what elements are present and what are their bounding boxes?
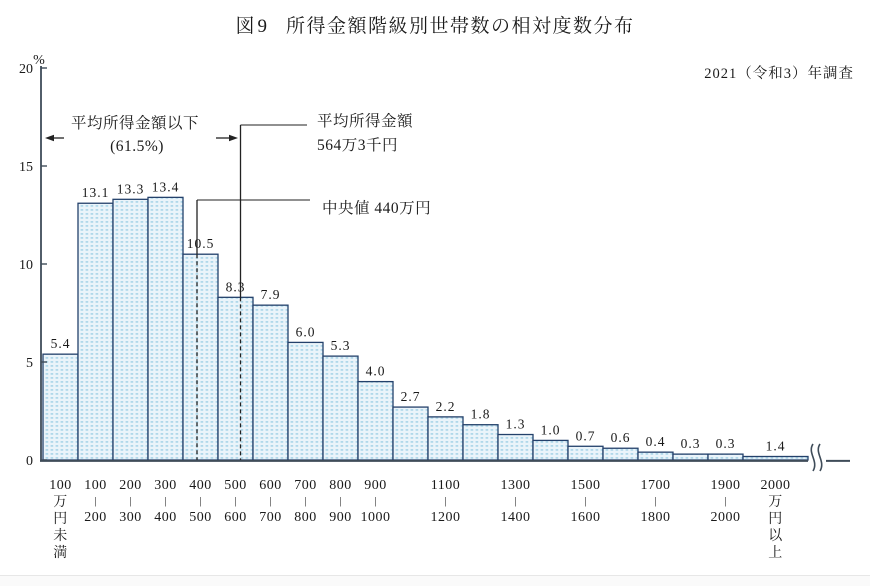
bar-value-label: 5.3	[330, 338, 351, 354]
x-axis-label: 未	[53, 529, 68, 544]
bar-value-label: 1.4	[765, 438, 786, 454]
x-axis-label: 400	[189, 478, 212, 493]
bar-value-label: 0.3	[680, 436, 701, 452]
bar-value-label: 7.9	[260, 287, 281, 303]
x-axis-label: 1100	[430, 478, 461, 493]
x-axis-label: 100	[49, 478, 72, 493]
bar	[253, 305, 288, 460]
bar	[78, 203, 113, 460]
x-axis-label: 1400	[500, 510, 531, 525]
bar-value-label: 0.7	[575, 428, 596, 444]
x-axis-label-separator: |	[374, 495, 377, 507]
axis-break-icon	[811, 444, 821, 471]
x-axis-label: 1900	[710, 478, 741, 493]
bar	[323, 356, 358, 460]
bar-value-label: 5.4	[50, 336, 71, 352]
x-axis-label-separator: |	[94, 495, 97, 507]
mean-label-line1: 平均所得金額	[317, 113, 414, 130]
x-axis-label: 2000	[710, 510, 741, 525]
x-axis-label-separator: |	[164, 495, 167, 507]
x-axis-label: 円	[53, 512, 68, 527]
x-axis-label-separator: |	[269, 495, 272, 507]
mean-label-line2: 564万3千円	[317, 137, 399, 154]
x-axis-label: 500	[189, 510, 212, 525]
bar	[43, 354, 78, 460]
x-axis-label: 600	[259, 478, 282, 493]
below-mean-percent: (61.5%)	[110, 138, 164, 155]
figure-number: 図9	[235, 16, 270, 37]
bar-value-label: 6.0	[295, 324, 316, 340]
x-axis-label: 1700	[640, 478, 671, 493]
y-axis-tick-label: 20	[19, 62, 33, 77]
bar-value-label: 4.0	[365, 363, 386, 379]
bar-value-label: 0.3	[715, 436, 736, 452]
bar-value-label: 13.4	[151, 179, 180, 195]
y-axis-tick-label: 10	[19, 258, 33, 273]
x-axis-label-separator: |	[654, 495, 657, 507]
x-axis-label-separator: |	[724, 495, 727, 507]
bar	[498, 435, 533, 460]
bar	[533, 440, 568, 460]
bar-value-label: 1.3	[505, 416, 526, 432]
y-axis-tick-label: 0	[26, 454, 33, 469]
x-axis-label: 1200	[430, 510, 461, 525]
x-axis-label: 満	[53, 546, 68, 561]
bar	[638, 452, 673, 460]
x-axis-label-separator: |	[304, 495, 307, 507]
x-axis-label: 400	[154, 510, 177, 525]
bar-value-label: 2.7	[400, 389, 421, 405]
bar	[708, 454, 743, 460]
x-axis-label: 300	[154, 478, 177, 493]
x-axis-label: 900	[364, 478, 387, 493]
x-axis-label: 300	[119, 510, 142, 525]
x-axis-label: 700	[259, 510, 282, 525]
bar-value-label: 8.3	[225, 279, 246, 295]
bar	[288, 342, 323, 460]
median-label: 中央値 440万円	[322, 200, 432, 217]
x-axis-label: 800	[294, 510, 317, 525]
bar-value-label: 13.1	[81, 185, 110, 201]
x-axis-label: 万	[768, 495, 783, 510]
y-axis-unit-label: %	[33, 53, 45, 68]
x-axis-label: 1500	[570, 478, 601, 493]
bar	[428, 417, 463, 460]
below-mean-label: 平均所得金額以下	[70, 115, 200, 132]
x-axis-label: 1300	[500, 478, 531, 493]
survey-year-note: 2021（令和3）年調査	[704, 66, 854, 82]
bar-value-label: 2.2	[435, 398, 456, 414]
bar	[603, 448, 638, 460]
right-arrow-head	[229, 135, 238, 141]
x-axis-label: 1600	[570, 510, 601, 525]
x-axis-label: 800	[329, 478, 352, 493]
x-axis-label-separator: |	[514, 495, 517, 507]
x-axis-label-separator: |	[444, 495, 447, 507]
bar	[183, 254, 218, 460]
x-axis-label-separator: |	[339, 495, 342, 507]
bar	[743, 457, 808, 461]
x-axis-label: 500	[224, 478, 247, 493]
x-axis-label: 100	[84, 478, 107, 493]
bar-value-label: 1.8	[470, 406, 491, 422]
bar	[113, 199, 148, 460]
x-axis-label: 900	[329, 510, 352, 525]
bar-value-label: 13.3	[116, 181, 145, 197]
bar-value-label: 10.5	[186, 236, 215, 252]
bar	[148, 197, 183, 460]
x-axis-label: 以	[768, 529, 783, 544]
bar-value-label: 0.4	[645, 434, 666, 450]
bar-value-label: 0.6	[610, 430, 631, 446]
y-axis-tick-label: 5	[26, 356, 33, 371]
bar	[393, 407, 428, 460]
x-axis-label-separator: |	[234, 495, 237, 507]
bar	[463, 425, 498, 460]
x-axis-label: 700	[294, 478, 317, 493]
chart-title-text: 所得金額階級別世帯数の相対度数分布	[286, 16, 635, 37]
x-axis-label: 上	[768, 546, 783, 561]
x-axis-label: 1000	[360, 510, 391, 525]
x-axis-label: 2000	[760, 478, 791, 493]
x-axis-label-separator: |	[584, 495, 587, 507]
bar-value-label: 1.0	[540, 422, 561, 438]
x-axis-label: 円	[768, 512, 783, 527]
y-axis-tick-label: 15	[19, 160, 33, 175]
x-axis-label-separator: |	[129, 495, 132, 507]
page-bottom-border	[0, 575, 870, 586]
x-axis-label: 200	[84, 510, 107, 525]
x-axis-label: 600	[224, 510, 247, 525]
left-arrow-head	[45, 135, 54, 141]
x-axis-label-separator: |	[199, 495, 202, 507]
bar	[218, 297, 253, 460]
bar	[673, 454, 708, 460]
bar	[358, 382, 393, 460]
x-axis-label: 200	[119, 478, 142, 493]
bar	[568, 446, 603, 460]
x-axis-label: 万	[53, 495, 68, 510]
x-axis-label: 1800	[640, 510, 671, 525]
